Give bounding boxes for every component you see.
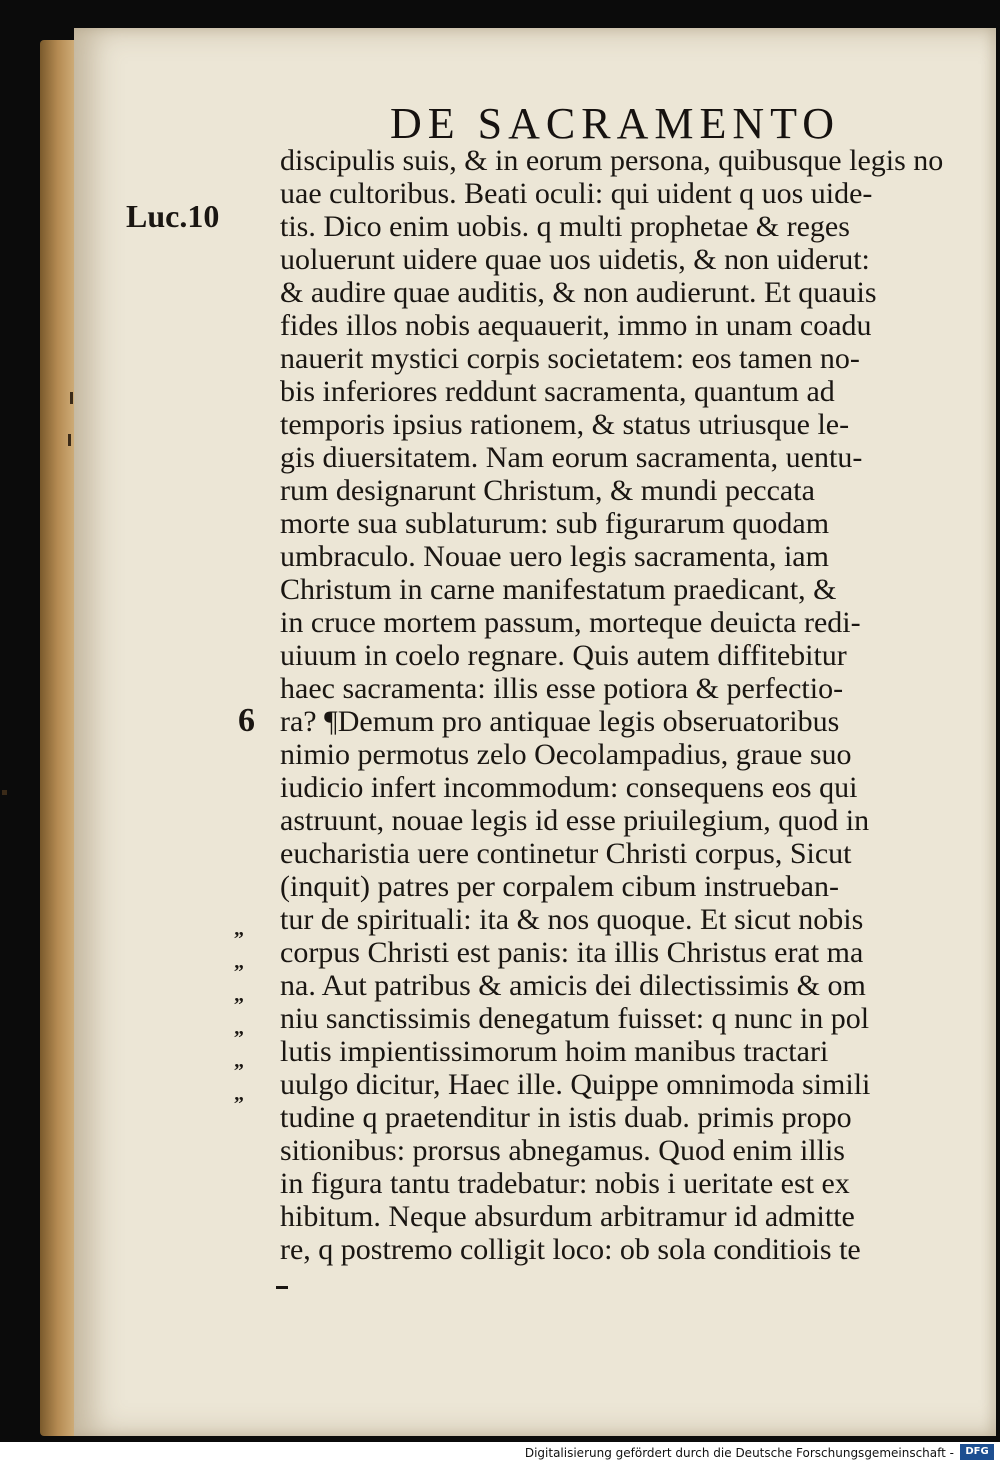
text-line: niu sanctissimis denegatum fuisset: q nunc in pol	[280, 1002, 870, 1035]
paper-speck	[70, 392, 73, 404]
text-line: fides illos nobis aequauerit, immo in unam coadu	[280, 309, 872, 342]
body-text	[280, 144, 960, 1266]
text-line: haec sacramenta: illis esse potiora & perfectio-	[280, 672, 844, 705]
text-line: astruunt, nouae legis id esse priuilegium, quod in	[280, 804, 870, 837]
text-line: gis diuersitatem. Nam eorum sacramenta, uentu-	[280, 441, 863, 474]
margin-note-luke: Luc.10	[126, 198, 220, 234]
text-line: tur de spirituali: ita & nos quoque. Et sicut nobis	[280, 903, 864, 936]
text-line: umbraculo. Nouae uero legis sacramenta, iam	[280, 540, 829, 573]
text-line: re, q postremo colligit loco: ob sola conditiois te	[280, 1233, 861, 1266]
text-line: hibitum. Neque absurdum arbitramur id admitte	[280, 1200, 855, 1233]
dfg-logo: DFG	[960, 1444, 994, 1460]
text-line: in cruce mortem passum, morteque deuicta redi-	[280, 606, 861, 639]
text-line: uoluerunt uidere quae uos uidetis, & non uiderut:	[280, 243, 870, 276]
text-line: (inquit) patres per corpalem cibum instrueban-	[280, 870, 839, 903]
text-line: sitionibus: prorsus abnegamus. Quod enim illis	[280, 1134, 845, 1167]
text-line: nimio permotus zelo Oecolampadius, graue suo	[280, 738, 852, 771]
quote-mark: „	[234, 1050, 244, 1072]
text-line: temporis ipsius rationem, & status utriusque le-	[280, 408, 850, 441]
text-line: na. Aut patribus & amicis dei dilectissimis & om	[280, 969, 866, 1002]
text-line: iudicio infert incommodum: consequens eos qui	[280, 771, 858, 804]
text-line: morte sua sublaturum: sub figurarum quodam	[280, 507, 830, 540]
margin-note-six: 6	[238, 702, 255, 739]
footer-bar	[0, 1442, 1000, 1464]
text-line: ra? ¶Demum pro antiquae legis obseruatoribus	[280, 705, 840, 738]
text-line: Christum in carne manifestatum praedicant, &	[280, 573, 837, 606]
paper-speck	[68, 434, 71, 446]
text-line: bis inferiores reddunt sacramenta, quantum ad	[280, 375, 835, 408]
text-line: tis. Dico enim uobis. q multi prophetae & reges	[280, 210, 850, 243]
running-head: DE SACRAMENTO	[390, 99, 841, 148]
text-line: corpus Christi est panis: ita illis Christus erat ma	[280, 936, 864, 969]
text-line: discipulis suis, & in eorum persona, quibusque legis no	[280, 144, 944, 177]
text-line: tudine q praetenditur in istis duab. primis propo	[280, 1101, 852, 1134]
text-line: uiuum in coelo regnare. Quis autem diffitebitur	[280, 639, 847, 672]
text-line: in figura tantu tradebatur: nobis i ueritate est ex	[280, 1167, 850, 1200]
text-line: uulgo dicitur, Haec ille. Quippe omnimoda simili	[280, 1068, 871, 1101]
quote-mark: „	[234, 1083, 244, 1105]
text-line: rum designarunt Christum, & mundi peccata	[280, 474, 815, 507]
quote-mark: „	[234, 951, 244, 973]
footer-credit: Digitalisierung gefördert durch die Deutsche Forschungsgemeinschaft -	[524, 1446, 954, 1460]
text-line: uae cultoribus. Beati oculi: qui uident q uos uide-	[280, 177, 873, 210]
text-line: eucharistia uere continetur Christi corpus, Sicut	[280, 837, 852, 870]
quote-mark: „	[234, 984, 244, 1006]
page-end-mark	[276, 1286, 288, 1289]
text-line: nauerit mystici corpis societatem: eos tamen no-	[280, 342, 860, 375]
quote-mark: „	[234, 918, 244, 940]
text-line: lutis impientissimorum hoim manibus tractari	[280, 1035, 829, 1068]
paper-speck	[2, 790, 7, 795]
text-line: & audire quae auditis, & non audierunt. Et quauis	[280, 276, 877, 309]
quote-mark: „	[234, 1017, 244, 1039]
